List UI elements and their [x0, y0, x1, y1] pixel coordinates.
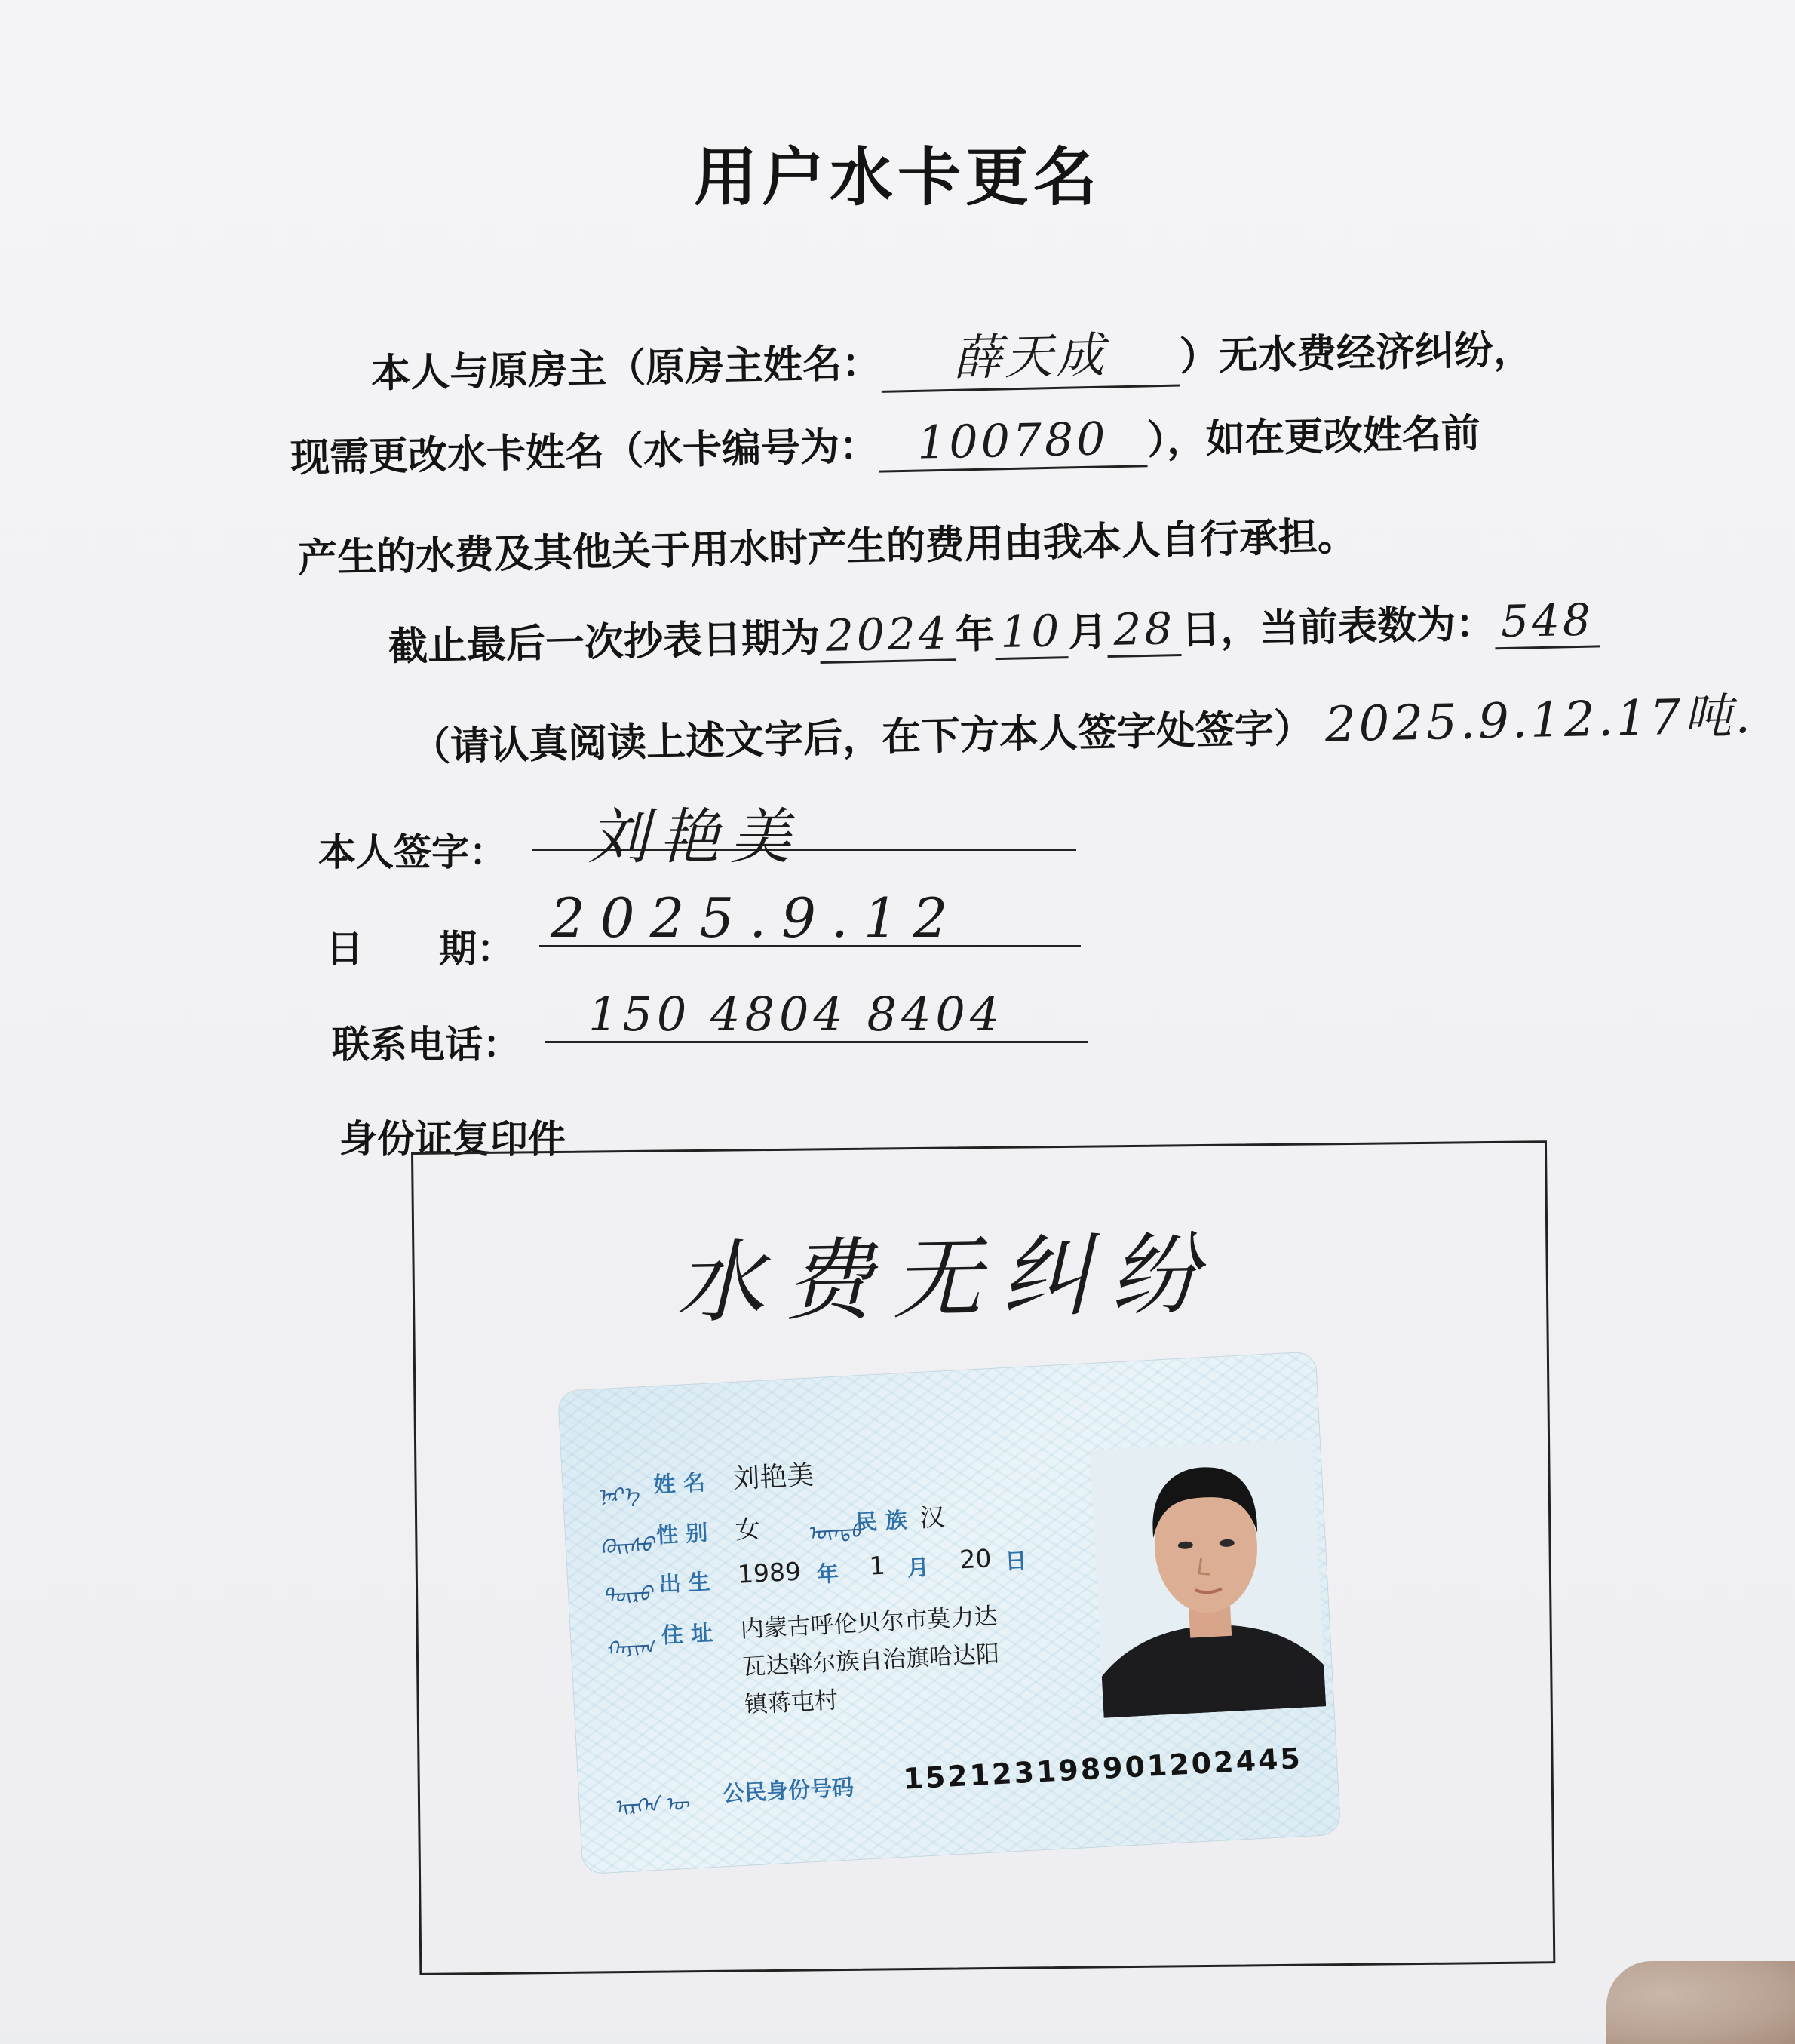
id-address-line2: 瓦达斡尔族自治旗哈达阳	[741, 1640, 1000, 1681]
paragraph-card-prefix: 现需更改水卡姓名（水卡编号为：	[290, 423, 879, 481]
box-handwritten-note: 水费无纠纷	[674, 1221, 1220, 1336]
id-number-label: 公民身份号码	[722, 1774, 855, 1807]
id-copy-label: 身份证复印件	[339, 1117, 566, 1161]
meter-day-value: 28	[1112, 603, 1176, 655]
id-name-value: 刘艳美	[732, 1459, 815, 1496]
card-number-field	[878, 412, 1147, 472]
meter-month-unit: 月	[1067, 609, 1108, 656]
paragraph-meter	[388, 589, 1600, 673]
id-address-label: 住 址	[661, 1619, 714, 1649]
owner-name-value: 薛天成	[953, 327, 1108, 387]
paragraph-liability: 产生的水费及其他关于用水时产生的费用由我本人自行承担。	[297, 514, 1358, 582]
mongolian-script-address: ᠬᠠᠶᠢᠭ	[605, 1635, 655, 1662]
signature-label: 本人签字：	[318, 830, 507, 874]
meter-year-unit: 年	[954, 612, 996, 658]
id-birth-label: 出 生	[658, 1568, 711, 1597]
card-number-value: 100780	[916, 413, 1109, 470]
signature-value: 刘艳美	[588, 802, 801, 872]
meter-month-value: 10	[999, 605, 1063, 658]
handwritten-reading-note: 2025.9.12.17吨.	[1324, 688, 1754, 753]
paragraph-owner-suffix: ）无水费经济纠纷，	[1179, 327, 1533, 380]
meter-reading-field	[1494, 594, 1600, 649]
id-birth-month: 1	[868, 1550, 886, 1581]
paragraph-owner	[370, 308, 1533, 404]
document-title: 用户水卡更名	[693, 140, 1101, 214]
id-address-line1: 内蒙古呼伦贝尔市莫力达	[739, 1602, 999, 1643]
mongolian-script-id-number: ᠢᠷᠭᠡᠨ ᠦ	[613, 1792, 689, 1819]
id-birth-day-unit: 日	[1004, 1547, 1028, 1575]
id-birth-year: 1989	[736, 1556, 802, 1589]
id-birth-month-unit: 月	[906, 1554, 930, 1582]
id-birth-year-unit: 年	[816, 1560, 840, 1588]
paragraph-card-suffix: ），如在更改姓名前	[1146, 410, 1481, 464]
id-ethnicity-label: 民 族	[855, 1507, 908, 1536]
id-photo	[1090, 1439, 1326, 1718]
mongolian-script-sex: ᠬᠦᠢᠰᠦ	[600, 1533, 655, 1560]
id-birth-day: 20	[959, 1543, 993, 1575]
paragraph-card	[290, 401, 1480, 485]
phone-label: 联系电话：	[332, 1023, 520, 1067]
id-name-label: 姓 名	[652, 1469, 706, 1498]
meter-reading-value: 548	[1500, 594, 1594, 648]
thumb-edge	[1606, 1961, 1795, 2044]
meter-day-field	[1107, 603, 1182, 658]
phone-value: 150 4804 8404	[588, 987, 1005, 1042]
id-sex-value: 女	[734, 1514, 761, 1545]
date-value: 2025.9.12	[551, 886, 963, 950]
id-card	[558, 1352, 1340, 1874]
meter-year-value: 2024	[825, 607, 950, 661]
id-number-value: 152123198901202445	[902, 1742, 1303, 1796]
meter-day-unit: 日，当前表数为：	[1180, 601, 1496, 653]
mongolian-script-ethnicity: ᠦᠨᠳᠦ	[806, 1520, 865, 1545]
id-ethnicity-value: 汉	[919, 1502, 946, 1533]
meter-year-field	[819, 607, 956, 664]
id-address-line3: 镇蒋屯村	[744, 1686, 839, 1719]
paragraph-owner-prefix: 本人与原房主（原房主姓名：	[370, 340, 882, 397]
mongolian-script-name: ᠨᠡᠷ᠎ᠡ	[597, 1483, 640, 1508]
instruction-text: （请认真阅读上述文字后，在下方本人签字处签字）	[410, 705, 1314, 770]
meter-date-prefix: 截止最后一次抄表日期为	[388, 615, 821, 670]
paragraph-instruction	[410, 677, 1754, 775]
meter-month-field	[994, 605, 1069, 660]
id-sex-label: 性 别	[655, 1519, 709, 1548]
date-label: 日 期：	[326, 927, 514, 971]
owner-name-field	[880, 315, 1180, 393]
mongolian-script-birth: ᠲᠦᠷᠦ	[602, 1582, 653, 1609]
